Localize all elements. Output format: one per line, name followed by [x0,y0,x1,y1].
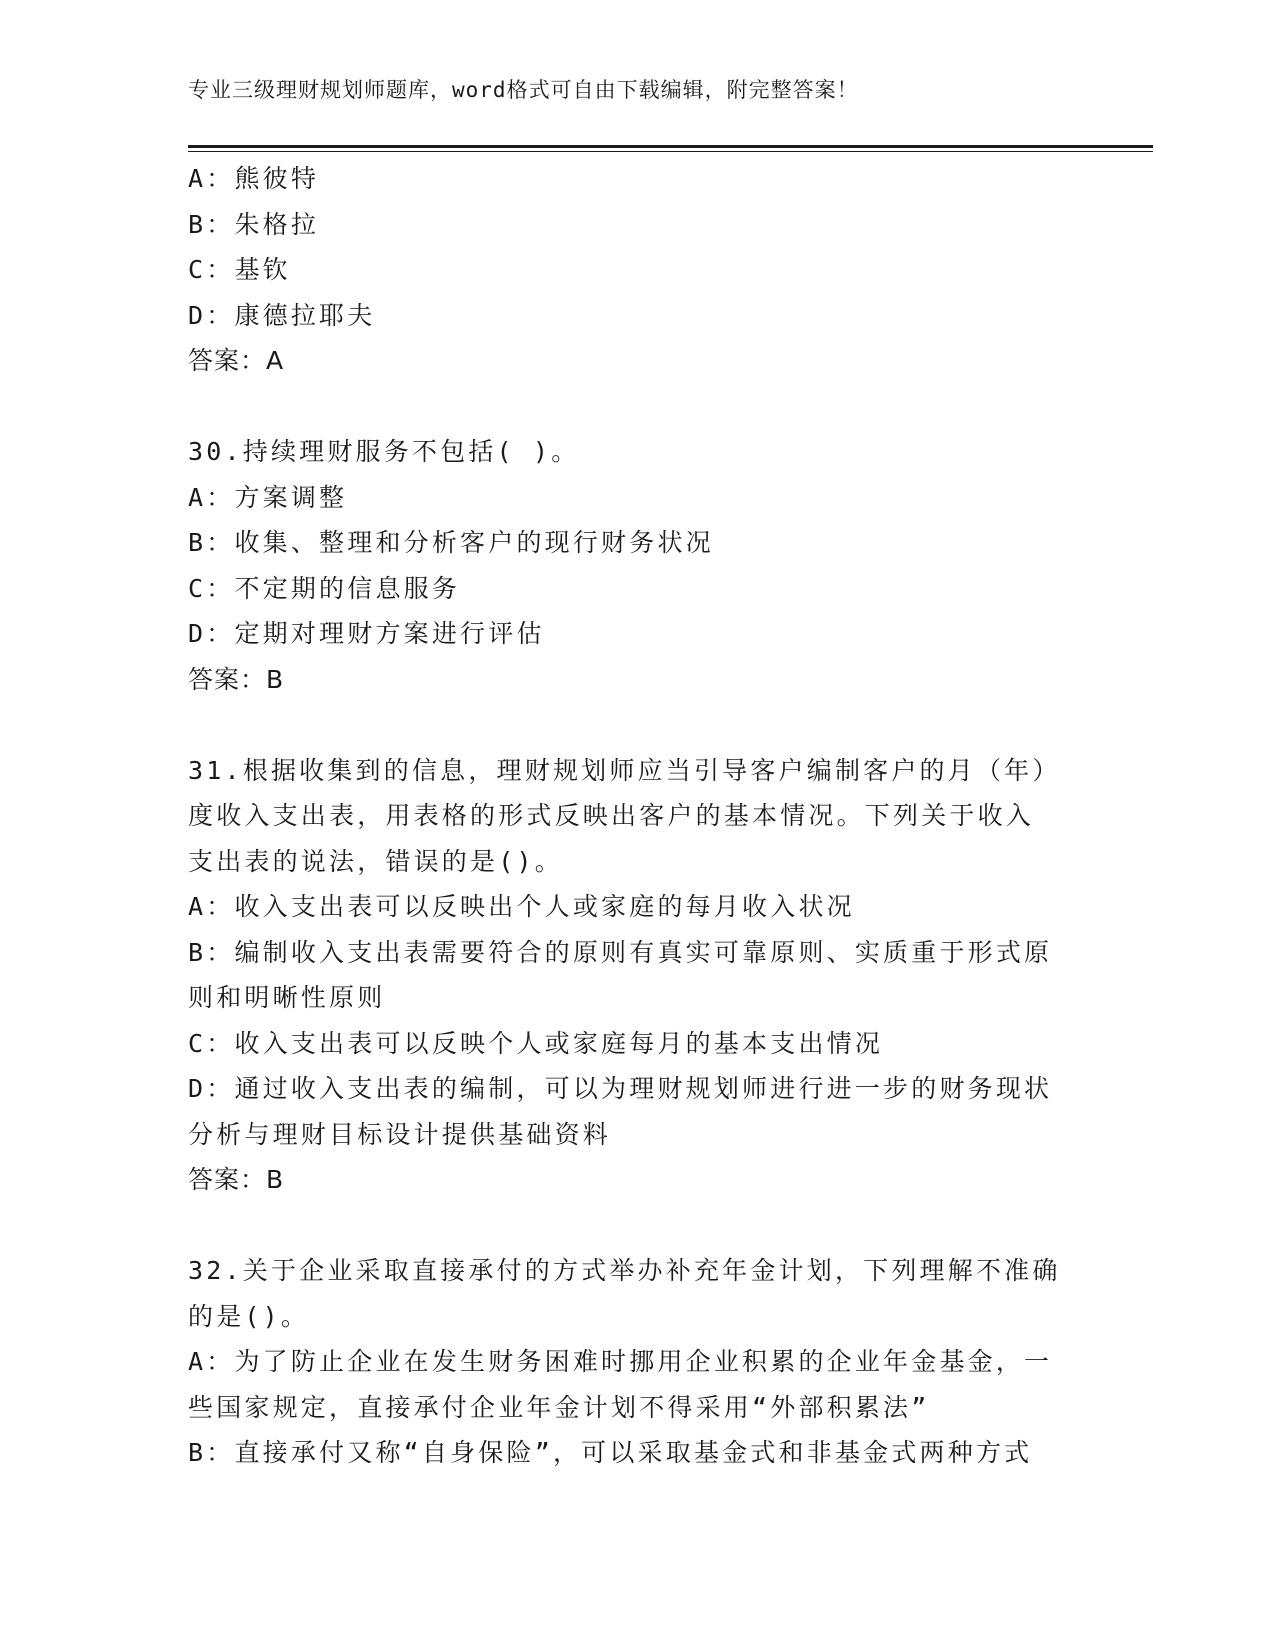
option-c: C：收入支出表可以反映个人或家庭每月的基本支出情况 [188,1028,884,1058]
option-a: A：熊彼特 [188,164,320,193]
answer-line: 答案：B [188,664,285,694]
header-rule-thin [188,151,1153,152]
option-d: D：定期对理财方案进行评估 [188,619,545,648]
question-stem-cont: 度收入支出表，用表格的形式反映出客户的基本情况。下列关于收入 [188,801,1035,830]
question-stem: 32.关于企业采取直接承付的方式举办补充年金计划，下列理解不准确 [188,1256,1061,1285]
question-block-q29 [188,156,1068,384]
option-b: B：直接承付又称“自身保险”，可以采取基金式和非基金式两种方式 [188,1438,1033,1467]
question-block-q31 [188,748,1068,1203]
option-b: B：编制收入支出表需要符合的原则有真实可靠原则、实质重于形式原 [188,937,1053,967]
header-rule-thick [188,145,1153,148]
question-block-q30 [188,429,1068,702]
block-spacer [188,1203,1068,1249]
option-b: B：收集、整理和分析客户的现行财务状况 [188,528,714,557]
option-a: A：为了防止企业在发生财务困难时挪用企业积累的企业年金基金，一 [188,1347,1053,1376]
option-b: B：朱格拉 [188,209,320,239]
answer-line: 答案：A [188,346,285,375]
option-a: A：收入支出表可以反映出个人或家庭的每月收入状况 [188,892,855,921]
option-a: A：方案调整 [188,482,348,512]
question-stem-cont: 的是()。 [188,1301,310,1331]
option-d: D：通过收入支出表的编制，可以为理财规划师进行进一步的财务现状 [188,1074,1053,1103]
question-stem: 31.根据收集到的信息，理财规划师应当引导客户编制客户的月（年） [188,755,1061,785]
block-spacer [188,702,1068,748]
option-c: C：基钦 [188,255,291,284]
block-spacer [188,384,1068,430]
option-b-cont: 则和明晰性原则 [188,983,386,1012]
question-stem-cont: 支出表的说法，错误的是()。 [188,846,563,876]
question-content [188,156,1068,1476]
option-d: D：康德拉耶夫 [188,300,376,330]
question-stem: 30.持续理财服务不包括( )。 [188,437,580,466]
option-c: C：不定期的信息服务 [188,573,461,603]
option-d-cont: 分析与理财目标设计提供基础资料 [188,1119,612,1149]
answer-line: 答案：B [188,1165,285,1194]
option-a-cont: 些国家规定，直接承付企业年金计划不得采用“外部积累法” [188,1392,930,1422]
page-header: 专业三级理财规划师题库，word格式可自由下载编辑，附完整答案！ [188,78,859,102]
question-block-q32 [188,1248,1068,1476]
